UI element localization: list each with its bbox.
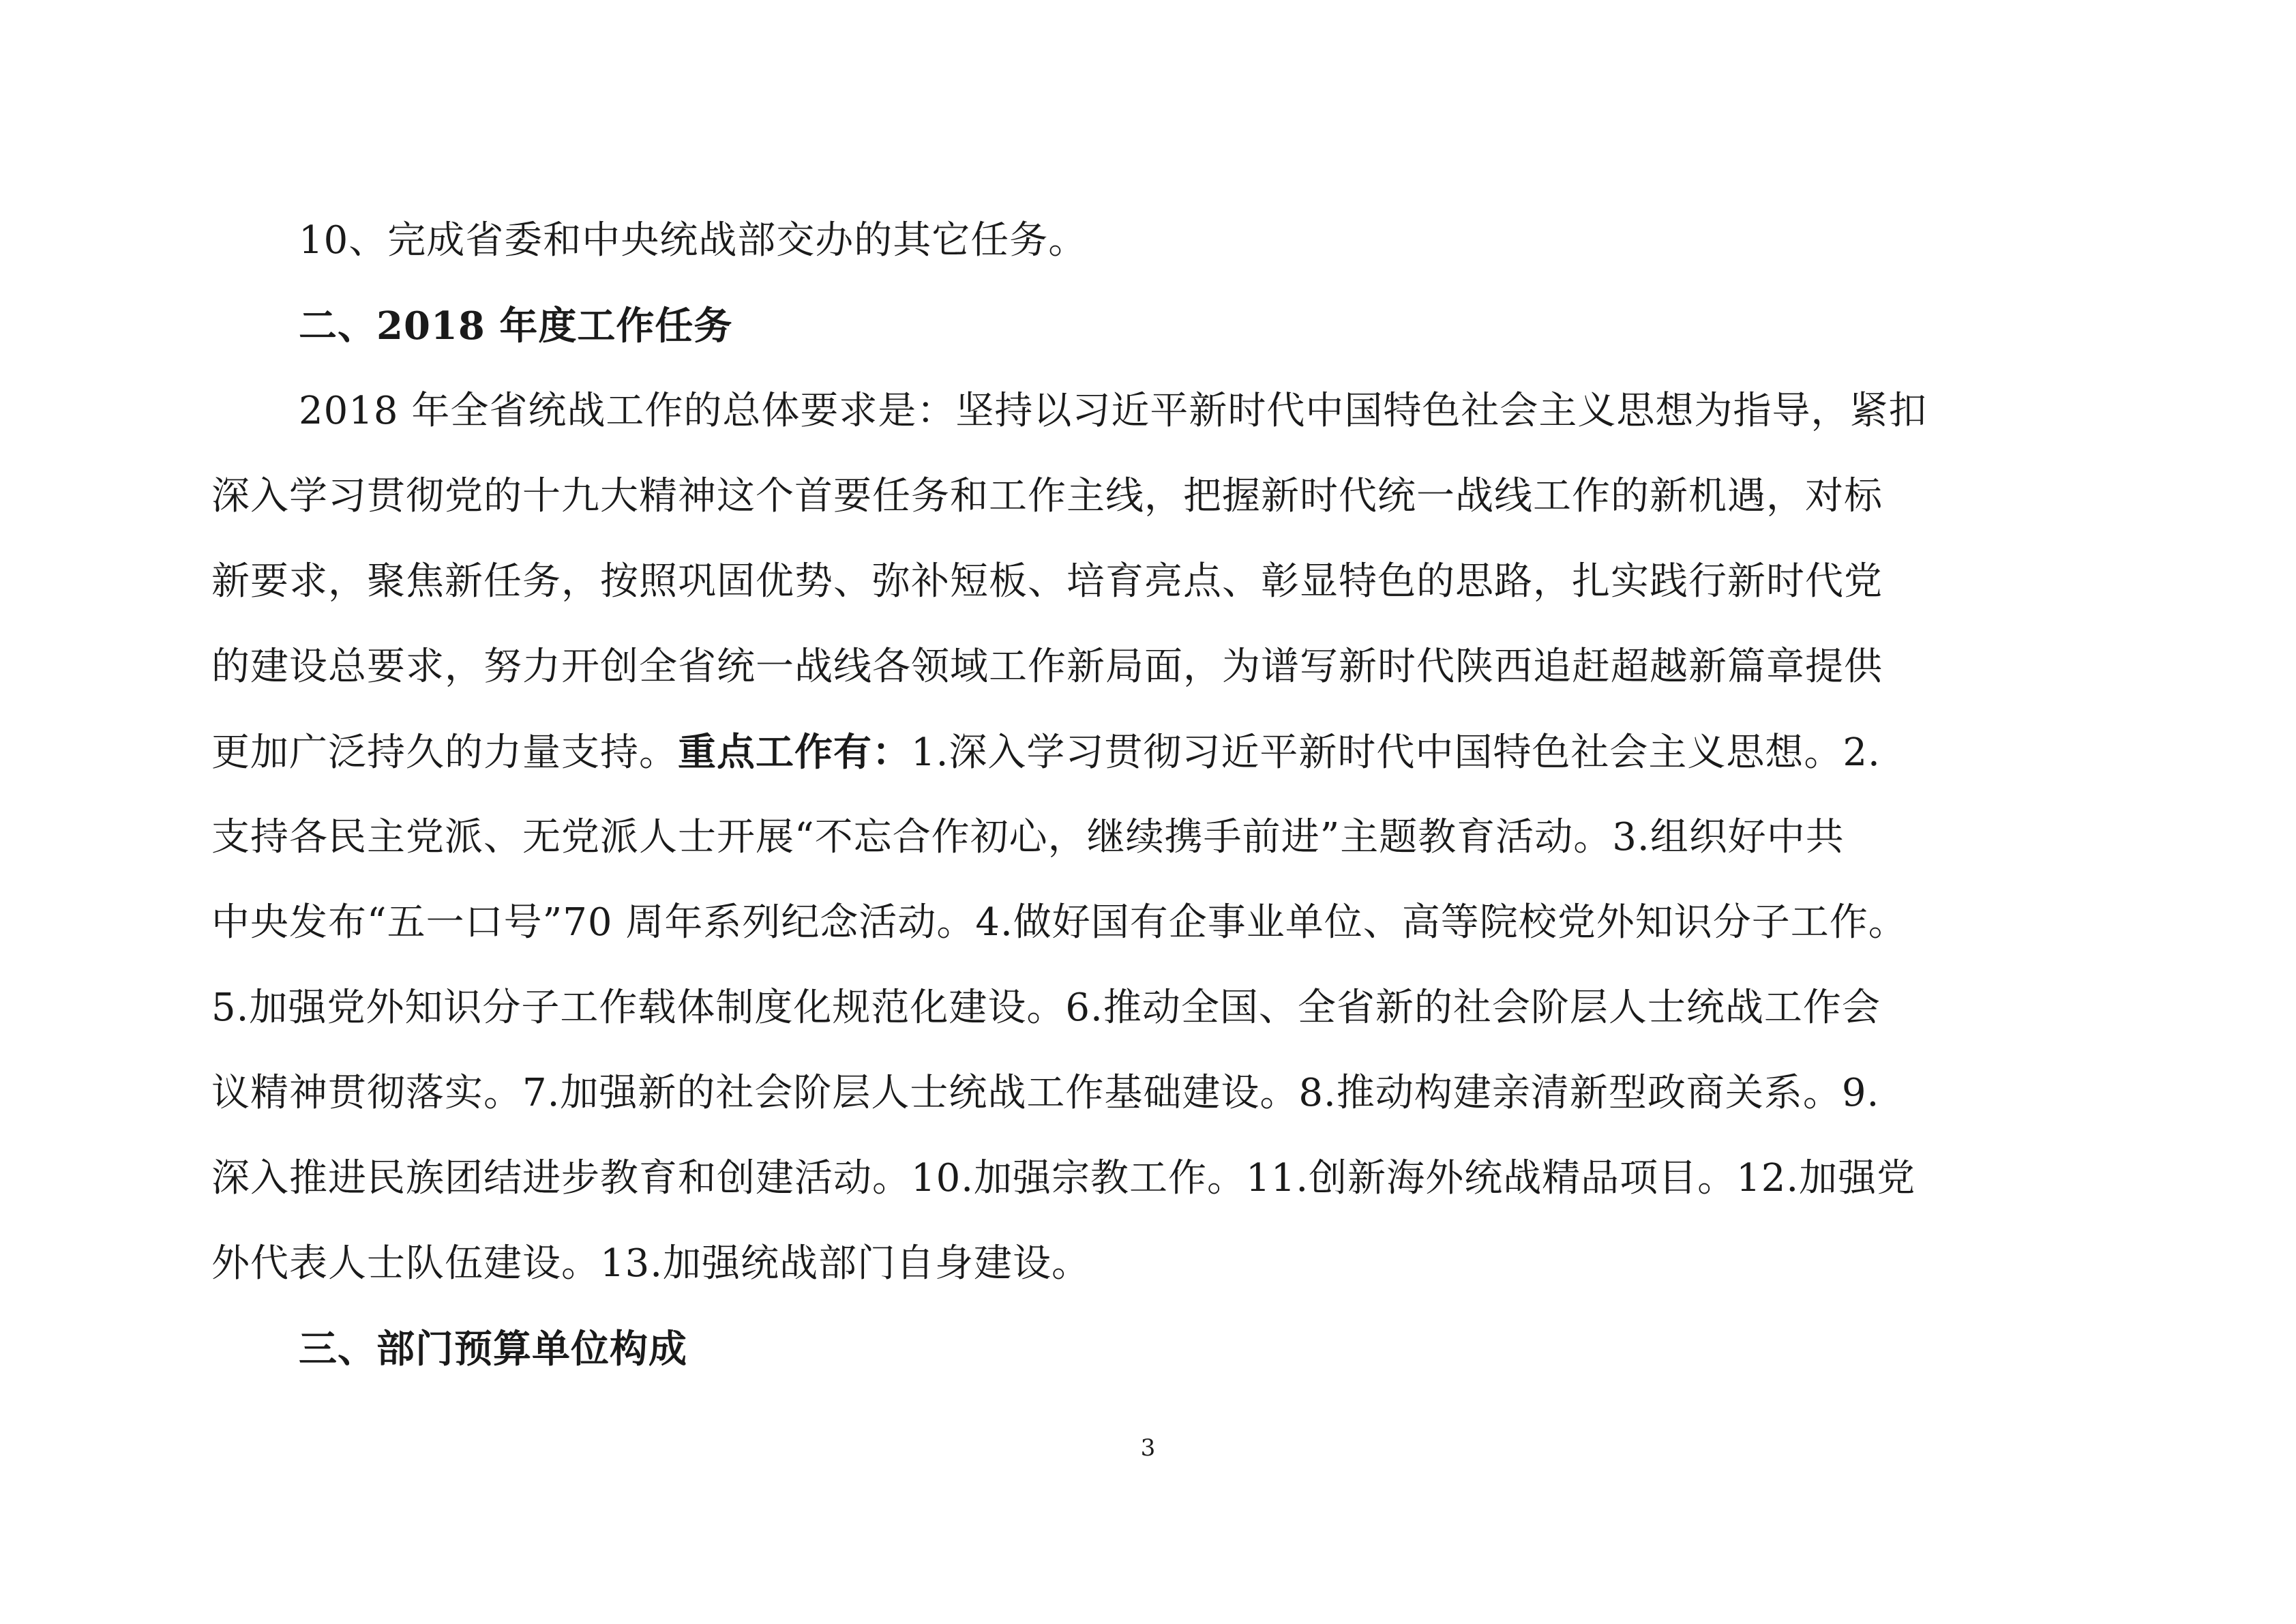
paragraph-line-10: 深入推进民族团结进步教育和创建活动。10.加强宗教工作。11.创新海外统战精品项目。12.加强党 [211, 1156, 1916, 1200]
paragraph-line-5-end: 1.深入学习贯彻习近平新时代中国特色社会主义思想。2. [911, 730, 1881, 775]
paragraph-line-7: 中央发布“五一口号”70 周年系列纪念活动。4.做好国有企事业单位、高等院校党外知识分子工作。 [211, 900, 1907, 945]
paragraph-line-1: 2018 年全省统战工作的总体要求是：坚持以习近平新时代中国特色社会主义思想为指导，紧扣 [299, 389, 1928, 433]
section-heading-2018-tasks: 二、2018 年度工作任务 [299, 304, 733, 349]
paragraph-line-11: 外代表人士队伍建设。13.加强统战部门自身建设。 [211, 1241, 1091, 1286]
list-item-10: 10、完成省委和中央统战部交办的其它任务。 [299, 218, 1088, 263]
key-work-label: 重点工作有： [678, 730, 911, 775]
paragraph-line-2: 深入学习贯彻党的十九大精神这个首要任务和工作主线，把握新时代统一战线工作的新机遇，对标 [211, 474, 1883, 518]
paragraph-line-4: 的建设总要求，努力开创全省统一战线各领域工作新局面，为谱写新时代陕西追赶超越新篇章提供 [211, 645, 1883, 689]
paragraph-line-5-start: 更加广泛持久的力量支持。 [211, 730, 678, 775]
paragraph-line-9: 议精神贯彻落实。7.加强新的社会阶层人士统战工作基础建设。8.推动构建亲清新型政商关系。9. [211, 1071, 1880, 1115]
paragraph-line-5 [211, 728, 1881, 777]
paragraph-line-3: 新要求，聚焦新任务，按照巩固优势、弥补短板、培育亮点、彰显特色的思路，扎实践行新时代党 [211, 559, 1883, 604]
paragraph-line-8: 5.加强党外知识分子工作载体制度化规范化建设。6.推动全国、全省新的社会阶层人士统战工作会 [211, 986, 1881, 1030]
paragraph-line-6: 支持各民主党派、无党派人士开展“不忘合作初心，继续携手前进”主题教育活动。3.组织好中共 [211, 815, 1845, 859]
page-number: 3 [1140, 1434, 1156, 1462]
section-heading-budget-units: 三、部门预算单位构成 [299, 1327, 687, 1372]
